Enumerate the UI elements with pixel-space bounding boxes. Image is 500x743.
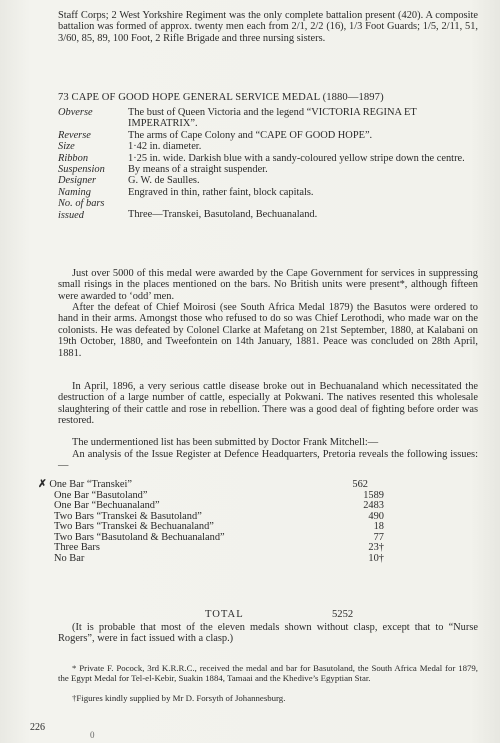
detail-row-designer <box>58 175 478 186</box>
issue-label: Two Bars “Transkei & Bechuanaland” <box>54 521 214 532</box>
detail-label: Designer <box>58 175 97 187</box>
issue-count: 23† <box>368 542 384 553</box>
footnote-dagger: †Figures kindly supplied by Mr D. Forsyth of Johannesburg. <box>72 693 286 703</box>
detail-row-size <box>58 141 478 152</box>
table-row <box>38 501 458 512</box>
table-row <box>38 543 458 554</box>
detail-value: Three—Transkei, Basutoland, Bechuanaland. <box>128 209 318 221</box>
detail-value: 1·25 in. wide. Darkish blue with a sandy-coloured yellow stripe down the centre. <box>128 152 465 164</box>
table-row <box>38 522 458 533</box>
detail-label: Reverse <box>58 129 91 141</box>
detail-label: Size <box>58 141 75 153</box>
issue-label: One Bar “Bechuanaland” <box>54 500 160 511</box>
detail-row-suspension <box>58 164 478 175</box>
intro-paragraph: Staff Corps; 2 West Yorkshire Regiment was the only complete battalion present (420). A composite battalion was formed of approx. twenty men each from 2/1, 2/2 (16), 1/3 Foot Guards; 1/5, 2/11, 51, 3/60, 85, 89, 100 Foot, 2 Rifle Brigade and three nursing sisters. <box>58 10 478 44</box>
detail-value: The arms of Cape Colony and “CAPE OF GOOD HOPE”. <box>128 129 373 141</box>
detail-value: The bust of Queen Victoria and the legend “VICTORIA REGINA ET IMPERATRIX”. <box>128 107 417 130</box>
detail-value: G. W. de Saulles. <box>128 175 200 187</box>
bottom-mark: 0 <box>90 730 95 740</box>
detail-row-ribbon <box>58 153 478 164</box>
issue-label: Three Bars <box>54 542 100 553</box>
detail-row-bars <box>58 198 478 221</box>
issue-count: 562 <box>352 479 368 490</box>
issue-count: 1589 <box>363 489 384 501</box>
issue-label: No Bar <box>54 552 85 564</box>
paragraph: Just over 5000 of this medal were awarded by the Cape Government for services in suppressing small risings in the places mentioned on the bars. No British units were present*, although fifteen were awarded to ‘odd’ men. <box>58 268 478 302</box>
handwritten-cross-mark: ✗ <box>38 479 47 490</box>
paragraph: The undermentioned list has been submitted by Doctor Frank Mitchell:— <box>72 437 379 448</box>
issue-label: Two Bars “Basutoland & Bechuanaland” <box>54 531 225 543</box>
medal-title: 73 CAPE OF GOOD HOPE GENERAL SERVICE MEDAL (1880—1897) <box>58 92 384 103</box>
detail-value: By means of a straight suspender. <box>128 164 268 176</box>
detail-label: No. of bars issued <box>58 198 105 221</box>
table-row <box>38 554 458 565</box>
detail-label: Ribbon <box>58 152 89 164</box>
issue-count: 77 <box>373 531 384 543</box>
paragraph: After the defeat of Chief Moirosi (see South Africa Medal 1879) the Basutos were ordered to hand in their arms. Amongst those who refused to do so was Chief Lerothodi, who made war on the colonists. He was defeated by Colonel Clarke at Mafetang on 21st September, 1880, at Kalabani on 19th October, 1880, and Tweefontein on 14th January, 1881. Peace was concluded on 28th April, 1881. <box>58 302 478 359</box>
detail-row-naming <box>58 187 478 198</box>
detail-label: Naming <box>58 186 91 198</box>
detail-label: Suspension <box>58 164 105 176</box>
issue-count: 10† <box>368 552 384 564</box>
total-label: TOTAL <box>205 609 244 620</box>
issues-table <box>38 480 458 564</box>
paragraph: In April, 1896, a very serious cattle disease broke out in Bechuanaland which necessitated the destruction of a large number of cattle, especially at Pokwani. The natives resented this wholesale slaughtering of their cattle and rose in rebellion. There was a good deal of fighting before order was restored. <box>58 381 478 427</box>
medal-details <box>58 107 478 221</box>
issue-count: 2483 <box>363 500 384 511</box>
clasp-note: (It is probable that most of the eleven medals shown without clasp, except that to “Nurse Rogers”, were in fact issued with a clasp.) <box>58 622 478 645</box>
total-value: 5252 <box>332 609 354 620</box>
issue-label-cell <box>38 480 328 491</box>
issue-label: One Bar “Basutoland” <box>54 489 148 501</box>
table-row <box>38 533 458 544</box>
page-number: 226 <box>30 722 45 733</box>
detail-value: Engraved in thin, rather faint, block capitals. <box>128 186 314 198</box>
detail-row-reverse <box>58 130 478 141</box>
table-row <box>38 480 458 491</box>
detail-label: Obverse <box>58 107 93 118</box>
footnote-star: * Private F. Pocock, 3rd K.R.R.C., received the medal and bar for Basutoland, the South Africa Medal for 1879, the Egypt Medal for Tel-el-Kebir, Suakin 1884, Tamaai and the Khedive’s Egyptian Star. <box>58 663 478 683</box>
detail-row-obverse <box>58 107 478 130</box>
issue-count: 490 <box>368 510 384 522</box>
detail-value: 1·42 in. diameter. <box>128 141 202 153</box>
issue-label: Two Bars “Transkei & Basutoland” <box>54 510 202 522</box>
issue-label: One Bar “Transkei” <box>49 479 133 490</box>
issue-count: 18 <box>373 521 384 532</box>
paragraph: An analysis of the Issue Register at Defence Headquarters, Pretoria reveals the following issues:— <box>58 449 478 472</box>
